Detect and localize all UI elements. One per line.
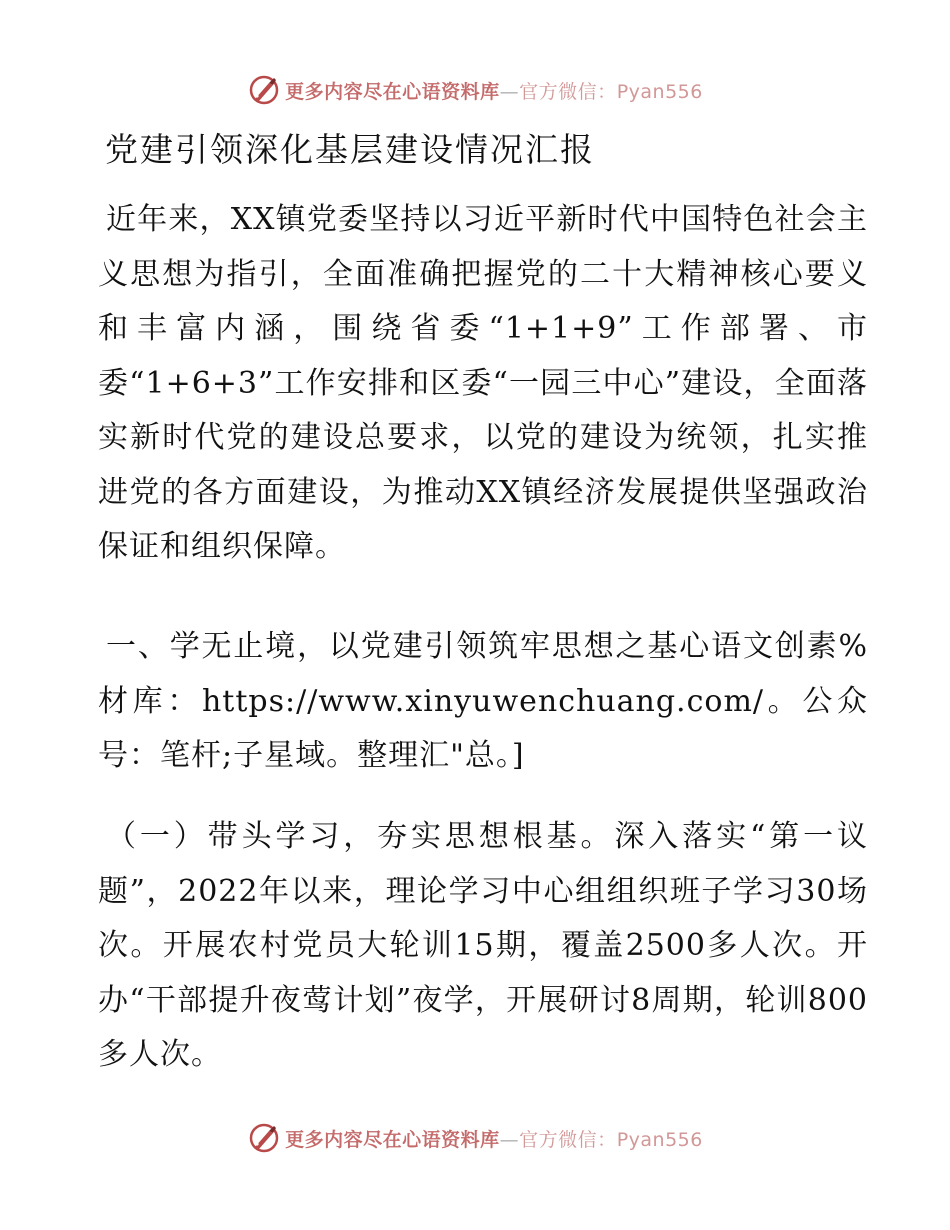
banner-text [285, 1125, 703, 1152]
banner-text [285, 77, 703, 104]
paragraph-subsection-one: （一）带头学习，夯实思想根基。深入落实“第一议题”，2022年以来，理论学习中心组组织班子学习30场次。开展农村党员大轮训15期，覆盖2500多人次。开办“干部提升夜莺计划”夜学，开展研讨8周期，轮训800多人次。 [98, 819, 868, 1072]
paragraph-intro: 近年来，XX镇党委坚持以习近平新时代中国特色社会主义思想为指引，全面准确把握党的二十大精神核心要义和丰富内涵，围绕省委“1+1+9”工作部署、市委“1+6+3”工作安排和区委“一园三中心”建设，全面落实新时代党的建设总要求，以党的建设为统领，扎实推进党的各方面建设，为推动XX镇经济发展提供坚强政治保证和组织保障。 [98, 202, 868, 564]
header-watermark-banner [0, 70, 950, 110]
banner-separator: — [499, 80, 520, 103]
banner-brand: 更多内容尽在心语资料库 [285, 1128, 500, 1151]
pen-nib-logo-icon [247, 73, 281, 107]
banner-wechat-label: 官方微信： [519, 80, 617, 103]
banner-wechat-id: Pyan556 [616, 1128, 703, 1151]
footer-watermark-banner [0, 1118, 950, 1158]
banner-separator: — [499, 1128, 520, 1151]
paragraph-section-one: 一、学无止境，以党建引领筑牢思想之基心语文创素%材库：https://www.xinyuwenchuang.com/。公众号：笔杆;子星域。整理汇"总。] [98, 629, 868, 773]
banner-wechat-id: Pyan556 [616, 80, 703, 103]
banner-wechat-label: 官方微信： [519, 1128, 617, 1151]
banner-brand: 更多内容尽在心语资料库 [285, 80, 500, 103]
pen-nib-logo-icon [247, 1121, 281, 1155]
document-title: 党建引领深化基层建设情况汇报 [105, 130, 595, 169]
